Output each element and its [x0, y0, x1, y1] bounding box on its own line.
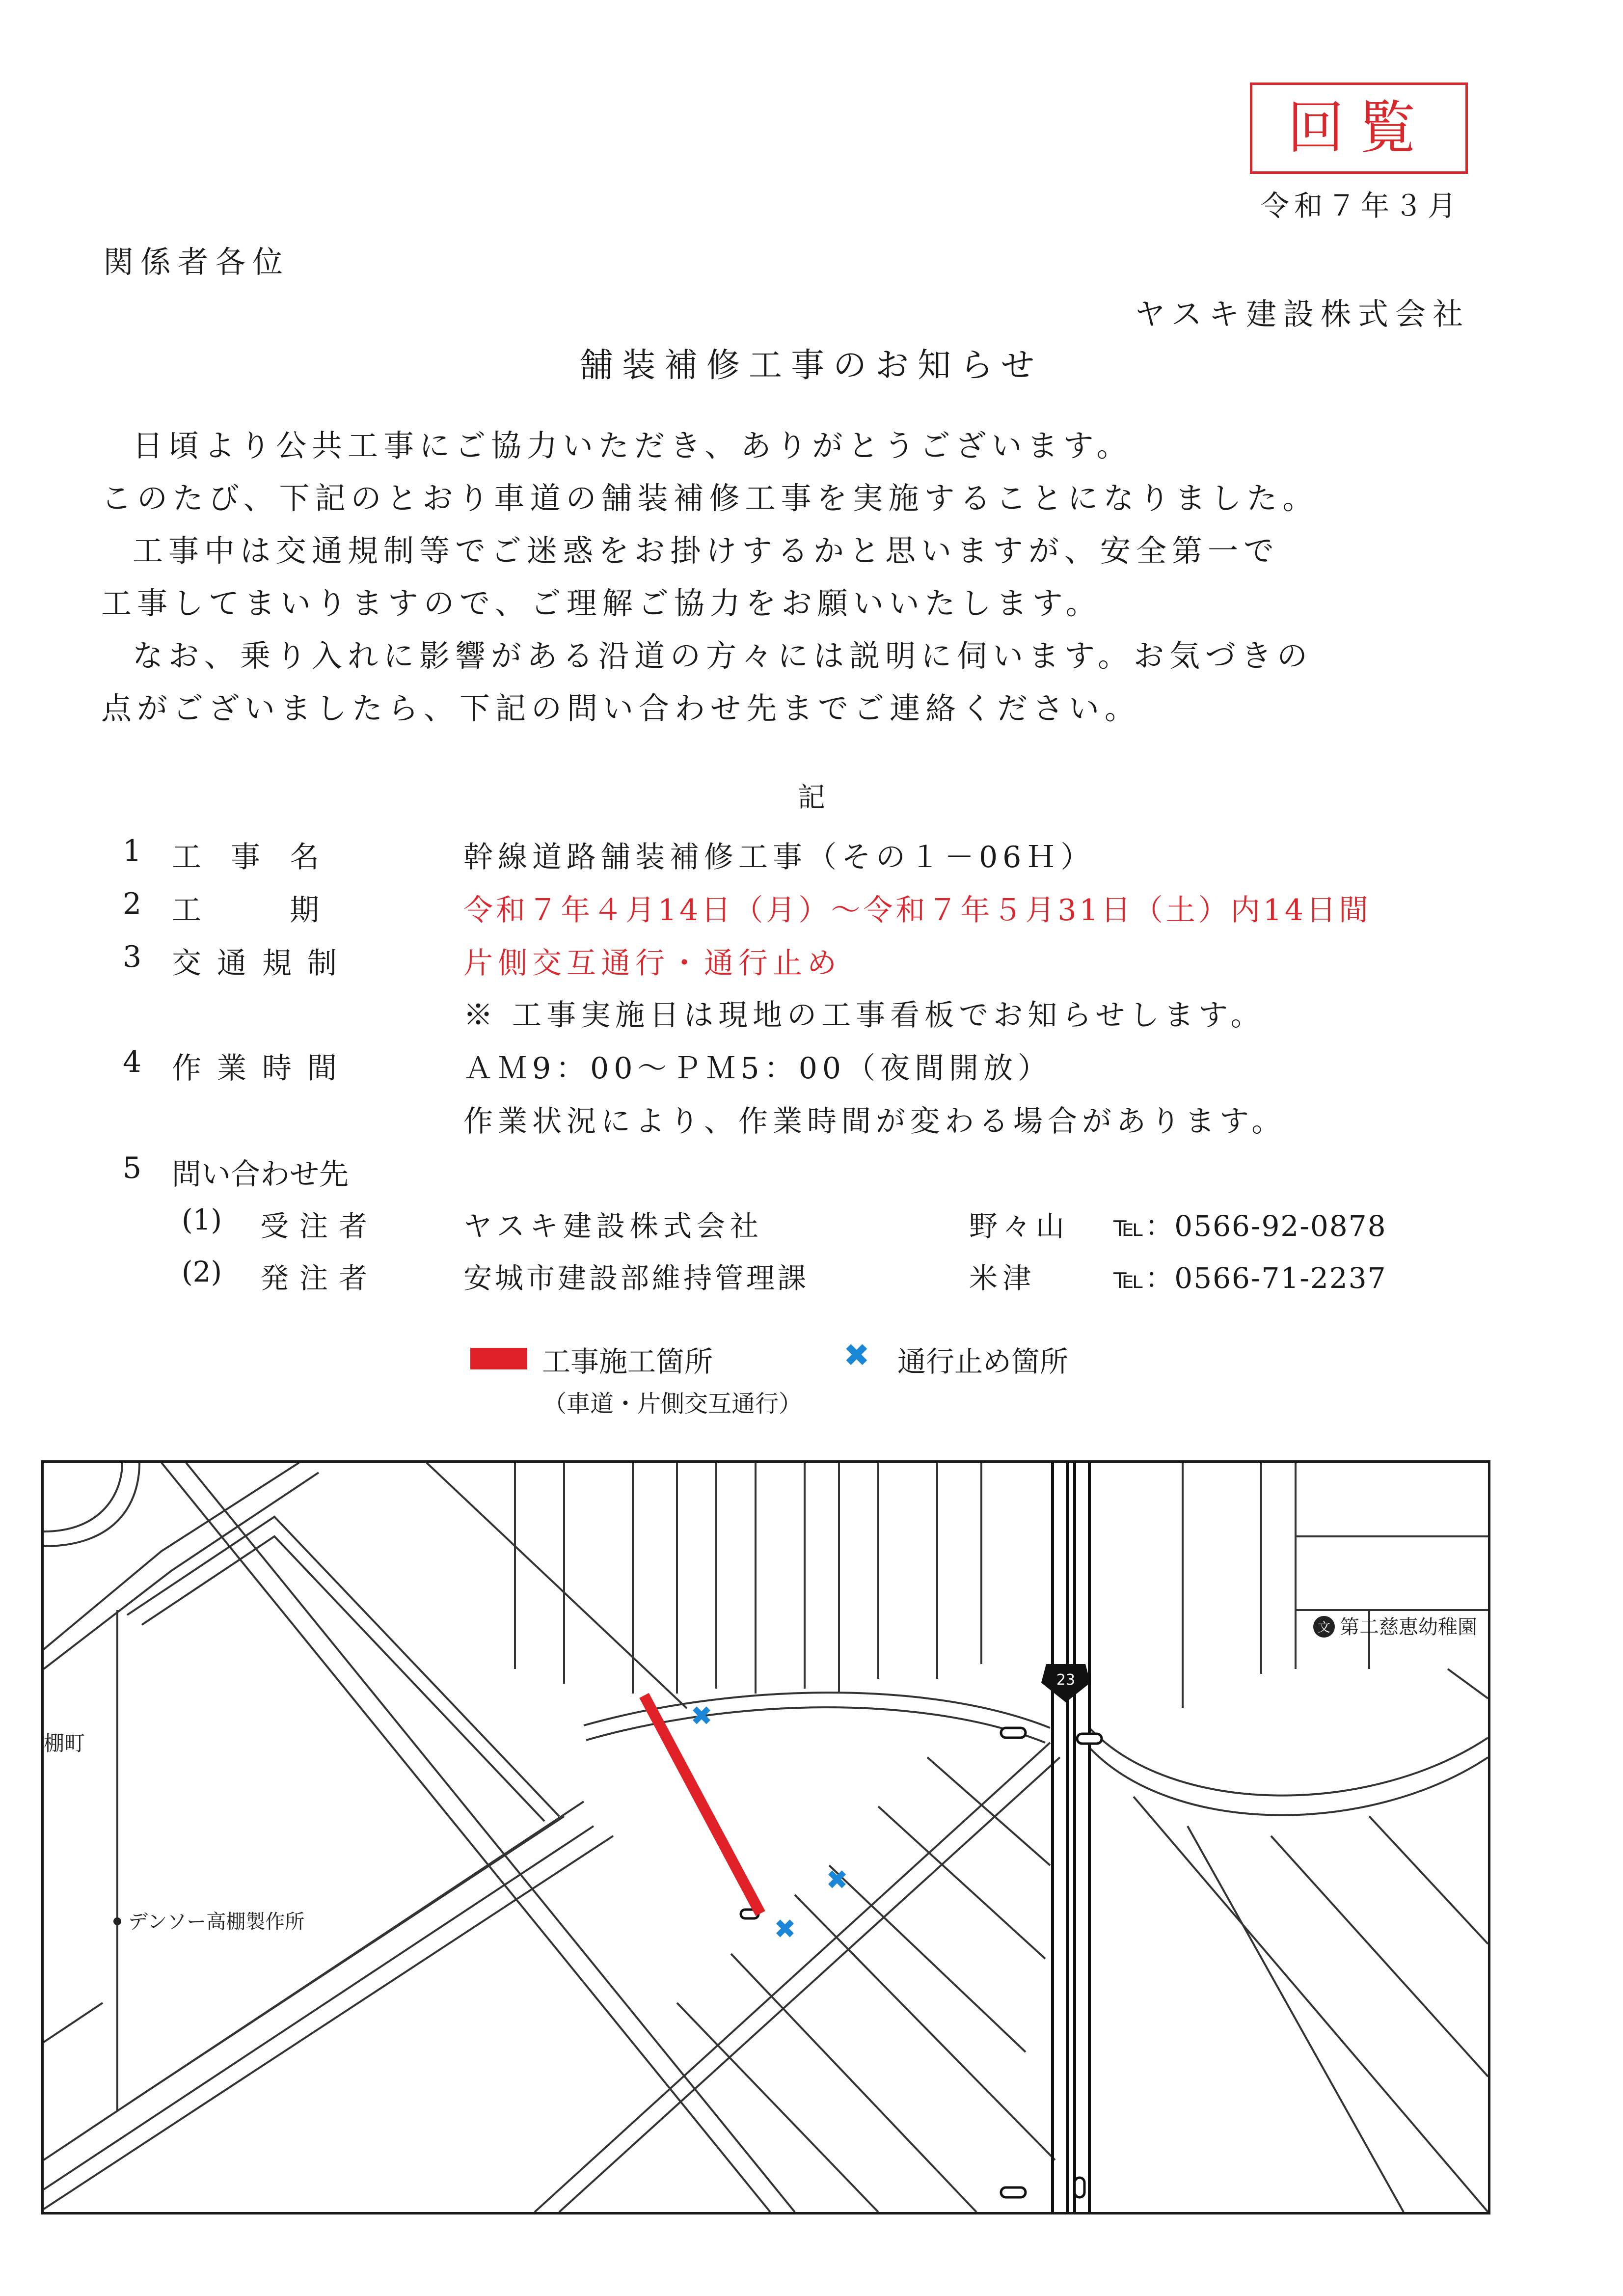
item-label: 工 事 名	[172, 840, 319, 875]
work-area-sublabel: （車道・片側交互通行）	[543, 1390, 803, 1418]
item-label: 問い合わせ先	[172, 1157, 349, 1192]
closure-marker: ✖	[826, 1864, 848, 1895]
ki-heading: 記	[798, 782, 825, 814]
item-number: 1	[123, 834, 142, 868]
item-label: 工 期	[172, 893, 319, 928]
closure-label: 通行止め箇所	[897, 1345, 1069, 1378]
item-value: 幹線道路舗装補修工事（その１－06Ｈ）	[463, 840, 1095, 875]
factory-label: デンソー高棚製作所	[128, 1911, 305, 1933]
map-drawing	[44, 1463, 1488, 2212]
notice-title: 舗装補修工事のお知らせ	[580, 346, 1043, 385]
contact-person: 米津	[969, 1261, 1036, 1295]
issue-date: 令和７年３月	[1260, 189, 1461, 222]
construction-period: 令和７年４月14日（月）～令和７年５月31日（土）内14日間	[463, 893, 1372, 928]
contact-role: 発注者	[260, 1261, 379, 1295]
school-icon-glyph: 文	[1317, 1620, 1331, 1635]
location-map	[41, 1460, 1490, 2214]
item-number: 2	[123, 887, 142, 921]
body-line-1: 日頃より公共工事にご協力いただき、ありがとうございます。	[133, 428, 1133, 464]
body-line-3: 工事中は交通規制等でご迷惑をお掛けするかと思いますが、安全第一で	[133, 533, 1280, 569]
item-label: 作業時間	[172, 1051, 352, 1086]
x-mark-icon: ✖	[843, 1338, 870, 1374]
contact-number: (2)	[182, 1255, 222, 1288]
town-label: 棚町	[44, 1731, 85, 1755]
regulation-note: ※ 工事実施日は現地の工事看板でお知らせします。	[463, 998, 1265, 1033]
closure-marker: ✖	[690, 1700, 713, 1731]
body-line-6: 点がございましたら、下記の問い合わせ先までご連絡ください。	[101, 690, 1141, 726]
work-area-swatch	[470, 1348, 527, 1369]
addressee: 関係者各位	[103, 244, 290, 280]
contact-number: (1)	[182, 1203, 222, 1236]
item-number: 3	[123, 940, 142, 974]
issuer-company: ヤスキ建設株式会社	[1135, 296, 1470, 332]
factory-dot-icon	[113, 1917, 121, 1925]
item-label: 交通規制	[172, 946, 352, 981]
contact-org: ヤスキ建設株式会社	[463, 1209, 763, 1243]
kindergarten-label: 第二慈恵幼稚園	[1340, 1616, 1477, 1639]
closure-marker: ✖	[774, 1913, 796, 1944]
circulation-stamp: 回覧	[1250, 82, 1468, 174]
body-line-4: 工事してまいりますので、ご理解ご協力をお願いいたします。	[101, 585, 1102, 621]
body-line-5: なお、乗り入れに影響がある沿道の方々には説明に伺います。お気づきの	[133, 638, 1313, 674]
item-number: 5	[123, 1151, 142, 1185]
work-hours: ＡＭ9：00～ＰＭ5：00（夜間開放）	[463, 1051, 1053, 1086]
body-line-2: このたび、下記のとおり車道の舗装補修工事を実施することになりました。	[101, 480, 1319, 516]
route-number: 23	[1056, 1671, 1076, 1689]
traffic-regulation: 片側交互通行・通行止め	[463, 946, 841, 981]
contact-tel: ℡：0566-71-2237	[1113, 1261, 1387, 1295]
contact-org: 安城市建設部維持管理課	[463, 1261, 810, 1295]
contact-role: 受注者	[260, 1209, 379, 1243]
work-hours-note: 作業状況により、作業時間が変わる場合があります。	[463, 1104, 1286, 1139]
contact-tel: ℡：0566-92-0878	[1113, 1209, 1387, 1243]
work-area-label: 工事施工箇所	[542, 1345, 713, 1378]
contact-person: 野々山	[969, 1209, 1070, 1243]
item-number: 4	[123, 1045, 142, 1079]
